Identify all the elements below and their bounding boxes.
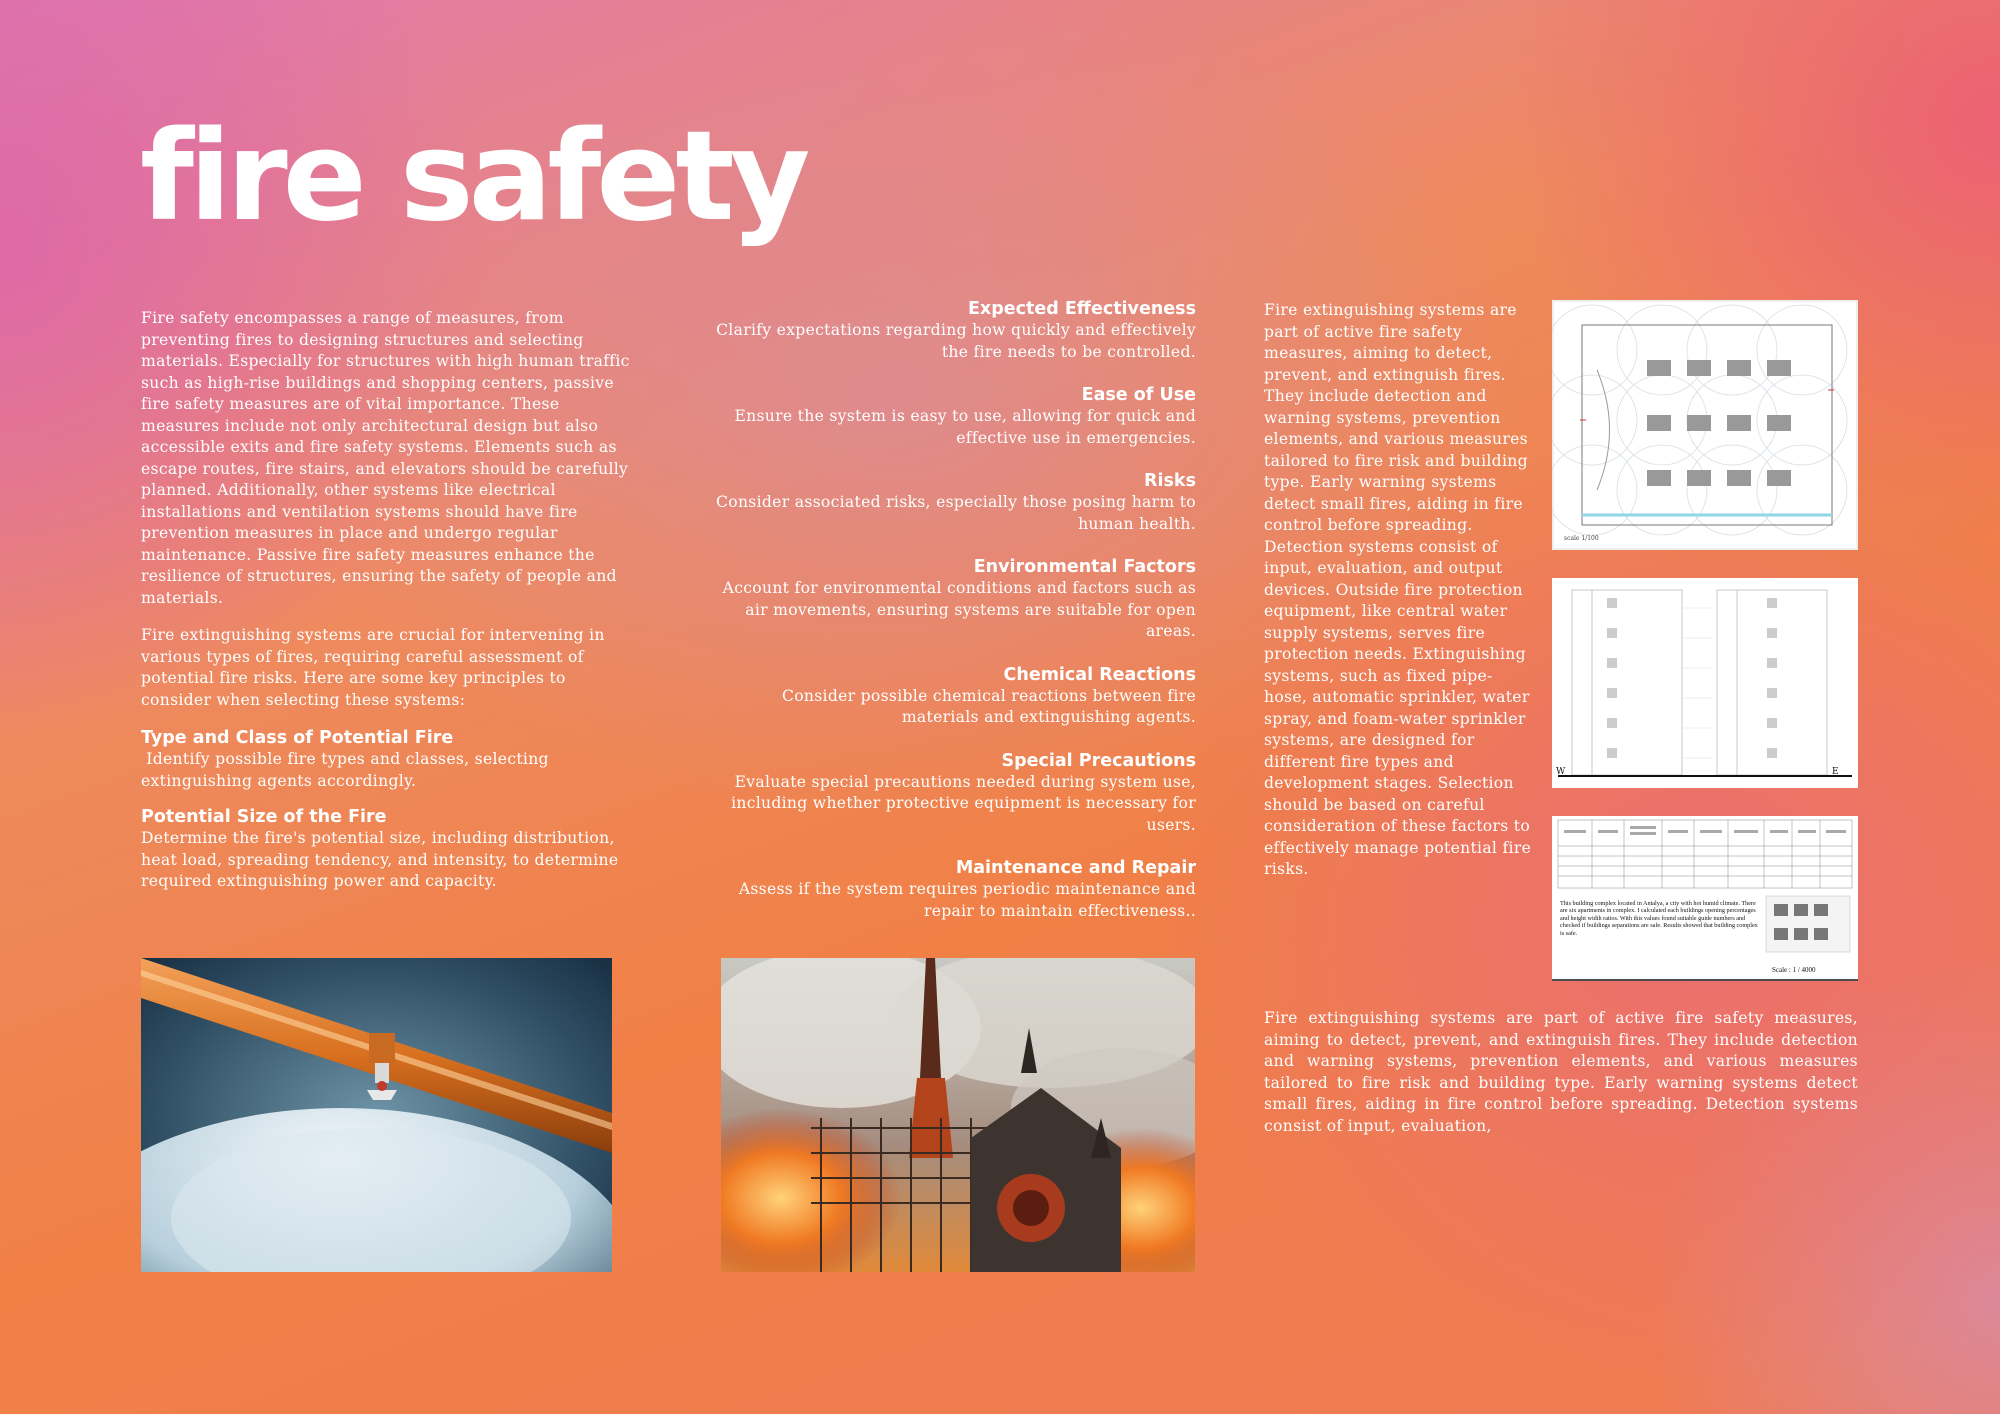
principle-maintenance bbox=[700, 857, 1196, 922]
cathedral-fire-photo bbox=[721, 958, 1195, 1272]
principle-heading: Chemical Reactions bbox=[1003, 664, 1196, 685]
principle-ease-of-use bbox=[700, 384, 1196, 449]
section-west-label: W bbox=[1556, 767, 1566, 777]
principle-heading: Risks bbox=[1144, 471, 1196, 491]
page-title: fire safety bbox=[140, 105, 806, 249]
extinguishing-systems-text: Fire extinguishing systems are part of active fire safety measures, aiming to detect, prevent, and extinguish fires. They include detection and warning systems, prevention elements, and various measures tailored to fire risk and building type. Early warning systems detect small fires, aiding in fire control before spreading. Detection systems consist of input, evaluation, and output devices. Outside fire protection equipment, like central water supply systems, serves fire protection needs. Extinguishing systems, such as fixed pipe-hose, automatic sprinkler, water spray, and foam-water sprinkler systems, are designed for different fire types and development stages. Selection should be based on careful consideration of these factors to effectively manage potential fire risks. bbox=[1264, 301, 1532, 878]
principle-heading: Potential Size of the Fire bbox=[141, 807, 387, 827]
principle-heading: Maintenance and Repair bbox=[955, 858, 1196, 878]
principle-heading: Type and Class of Potential Fire bbox=[141, 728, 454, 748]
intro-column bbox=[141, 308, 631, 907]
principle-text: Consider possible chemical reactions between fire materials and extinguishing agents. bbox=[781, 686, 1196, 726]
principle-heading: Special Precautions bbox=[1001, 750, 1196, 771]
principle-text: Evaluate special precautions needed during system use, including whether protective equipment is necessary for users. bbox=[731, 772, 1196, 834]
principle-chemical bbox=[700, 664, 1196, 729]
principle-text: Identify possible fire types and classes, selecting extinguishing agents accordingly. bbox=[141, 750, 555, 790]
principle-text: Clarify expectations regarding how quickly and effectively the fire needs to be controlled. bbox=[716, 321, 1196, 361]
table-scale-label: Scale : 1 / 4000 bbox=[1772, 966, 1816, 974]
principle-environment bbox=[700, 556, 1196, 643]
principle-text: Determine the fire's potential size, including distribution, heat load, spreading tendency, and intensity, to determine required extinguishing power and capacity. bbox=[141, 829, 619, 890]
principles-column bbox=[700, 298, 1196, 943]
principle-precautions bbox=[700, 750, 1196, 837]
plan-scale-label: scale 1/100 bbox=[1564, 535, 1599, 542]
intro-paragraph-2: Fire extinguishing systems are crucial for intervening in various types of fires, requiring careful assessment of potential fire risks. Here are some key principles to consider when selecting these systems: bbox=[141, 626, 605, 709]
principle-heading: Environmental Factors bbox=[973, 557, 1196, 577]
principle-effectiveness bbox=[700, 298, 1196, 363]
extinguishing-systems-summary: Fire extinguishing systems are part of active fire safety measures, aiming to detect, prevent, and extinguish fires. They include detection and warning systems, prevention elements, and various measures tailored to fire risk and building type. Early warning systems detect small fires, aiding in fire control before spreading. Detection systems consist of input, evaluation, bbox=[1264, 1009, 1858, 1135]
table-note: This building complex located in Antalya, a city with hot humid climate. There are six apartments in complex. I calculated each buildings opening percentages and height width ratios. With this values found suitable guide numbers and checked if buildings separations are safe. Results showed that building complex is safe. bbox=[1560, 900, 1758, 937]
section-figure bbox=[1552, 578, 1858, 788]
floor-plan-figure bbox=[1552, 300, 1858, 550]
principle-risks bbox=[700, 470, 1196, 535]
principle-fire-size bbox=[141, 806, 631, 893]
sprinkler-photo bbox=[141, 958, 612, 1272]
calculation-table-figure bbox=[1552, 816, 1858, 981]
section-east-label: E bbox=[1832, 767, 1839, 777]
principle-heading: Ease of Use bbox=[1081, 385, 1196, 405]
principle-fire-type bbox=[141, 727, 631, 792]
principle-text: Assess if the system requires periodic maintenance and repair to maintain effectiveness.. bbox=[738, 880, 1196, 920]
principle-text: Consider associated risks, especially those posing harm to human health. bbox=[716, 493, 1196, 533]
principle-text: Ensure the system is easy to use, allowing for quick and effective use in emergencies. bbox=[734, 407, 1196, 447]
principle-heading: Expected Effectiveness bbox=[967, 299, 1196, 319]
principle-text: Account for environmental conditions and factors such as air movements, ensuring systems are suitable for open areas. bbox=[722, 579, 1196, 640]
intro-paragraph-1: Fire safety encompasses a range of measures, from preventing fires to designing structures and selecting materials. Especially for structures with high human traffic such as high-rise buildings and shopping centers, passive fire safety measures are of vital importance. These measures include not only architectural design but also accessible exits and fire safety systems. Elements such as escape routes, fire stairs, and elevators should be carefully planned. Additionally, other systems like electrical installations and ventilation systems should have fire prevention measures in place and undergo regular maintenance. Passive fire safety measures enhance the resilience of structures, ensuring the safety of people and materials. bbox=[141, 309, 630, 607]
